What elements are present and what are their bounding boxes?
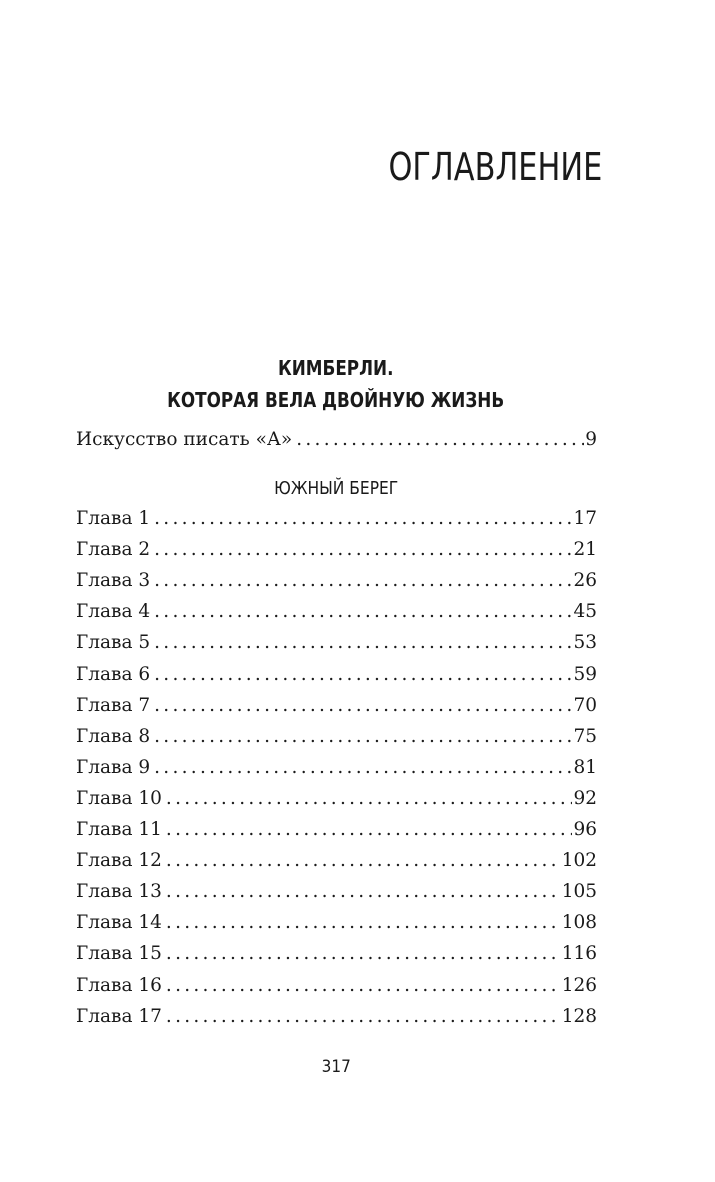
toc-entry-chapter[interactable] — [76, 876, 597, 907]
toc-entry-label: Глава 15 — [76, 943, 162, 965]
toc-entry-chapter[interactable] — [76, 752, 597, 783]
toc-entry-label: Глава 1 — [76, 508, 151, 529]
toc-entry-page: 108 — [561, 912, 597, 934]
page-number-text: 317 — [321, 1057, 351, 1077]
toc-entry-chapter[interactable] — [76, 627, 597, 658]
toc-entry-page: 45 — [573, 601, 597, 623]
dot-leader — [150, 690, 572, 721]
dot-leader — [162, 907, 561, 938]
dot-leader — [150, 534, 572, 565]
toc-entry-page: 96 — [573, 819, 597, 840]
toc-entry-label: Глава 3 — [76, 570, 151, 592]
toc-entry-page: 9 — [585, 429, 597, 450]
section-heading — [76, 475, 596, 503]
toc-entry-chapter[interactable] — [76, 970, 597, 1001]
toc-entry-chapter[interactable] — [76, 721, 597, 752]
toc-entry-chapter[interactable] — [76, 659, 597, 690]
toc-entry-label: Глава 13 — [76, 881, 162, 903]
toc-entry-label: Глава 2 — [76, 539, 151, 561]
dot-leader — [162, 783, 573, 814]
toc-entry-chapter[interactable] — [76, 783, 597, 814]
dot-leader — [162, 876, 561, 907]
toc-entry-label: Глава 17 — [76, 1005, 162, 1027]
dot-leader — [150, 627, 572, 658]
dot-leader — [150, 721, 572, 752]
toc-entry-chapter[interactable] — [76, 534, 597, 565]
dot-leader — [162, 970, 561, 1001]
toc-entry-page: 102 — [561, 850, 597, 872]
dot-leader — [150, 659, 572, 690]
toc-entry-page: 17 — [573, 508, 597, 529]
toc-entry-page: 59 — [573, 663, 597, 685]
toc-entry-page: 70 — [573, 694, 597, 716]
toc-entry-label: Глава 7 — [76, 694, 151, 716]
toc-entry-label: Глава 5 — [76, 632, 151, 654]
dot-leader — [292, 424, 584, 455]
toc-entry-label: Глава 9 — [76, 756, 151, 778]
part-title-line-2-text: КОТОРАЯ ВЕЛА ДВОЙНУЮ ЖИЗНЬ — [167, 388, 505, 412]
toc-entry-page: 21 — [573, 539, 597, 561]
dot-leader — [162, 814, 573, 845]
section-heading-text: ЮЖНЫЙ БЕРЕГ — [273, 478, 399, 499]
toc-entry-label: Глава 11 — [76, 819, 162, 840]
dot-leader — [162, 845, 561, 876]
toc-entry-chapter[interactable] — [76, 907, 597, 938]
toc-entry-label: Глава 12 — [76, 850, 162, 872]
toc-entry-chapter[interactable] — [76, 596, 597, 627]
toc-entry-page: 75 — [573, 725, 597, 747]
toc-entry-intro[interactable] — [76, 424, 597, 455]
toc-entry-page: 116 — [561, 943, 597, 965]
dot-leader — [162, 1001, 561, 1032]
toc-entry-page: 128 — [561, 1005, 597, 1027]
toc-entry-label: Глава 10 — [76, 787, 162, 809]
dot-leader — [150, 752, 572, 783]
part-title-line-1 — [76, 352, 596, 384]
part-title-line-2 — [76, 384, 596, 416]
toc-entry-chapter[interactable] — [76, 938, 597, 969]
toc-entry-chapter[interactable] — [76, 565, 597, 596]
toc-entry-chapter[interactable] — [76, 814, 597, 845]
toc-entry-chapter[interactable] — [76, 690, 597, 721]
toc-entry-page: 105 — [561, 881, 597, 903]
toc-entry-label: Глава 8 — [76, 725, 151, 747]
toc-entry-label: Глава 16 — [76, 974, 162, 996]
toc-entry-page: 53 — [573, 632, 597, 654]
dot-leader — [150, 596, 572, 627]
toc-entry-page: 26 — [573, 570, 597, 592]
toc-entry-chapter[interactable] — [76, 1001, 597, 1032]
page-title: ОГЛАВЛЕНИЕ — [388, 145, 602, 189]
toc-entry-chapter[interactable] — [76, 503, 597, 534]
toc-entry-page: 92 — [573, 787, 597, 809]
part-title-line-1-text: КИМБЕРЛИ. — [278, 356, 394, 380]
toc-entry-label: Глава 6 — [76, 663, 151, 685]
page-number — [0, 1056, 672, 1078]
dot-leader — [150, 565, 572, 596]
toc-entry-page: 81 — [573, 756, 597, 778]
toc-entry-page: 126 — [561, 974, 597, 996]
toc-entry-label: Глава 4 — [76, 601, 151, 623]
toc-entry-label: Глава 14 — [76, 912, 162, 934]
toc-entry-label: Искусство писать «А» — [76, 429, 293, 450]
dot-leader — [162, 938, 561, 969]
dot-leader — [150, 503, 572, 534]
toc-entry-chapter[interactable] — [76, 845, 597, 876]
